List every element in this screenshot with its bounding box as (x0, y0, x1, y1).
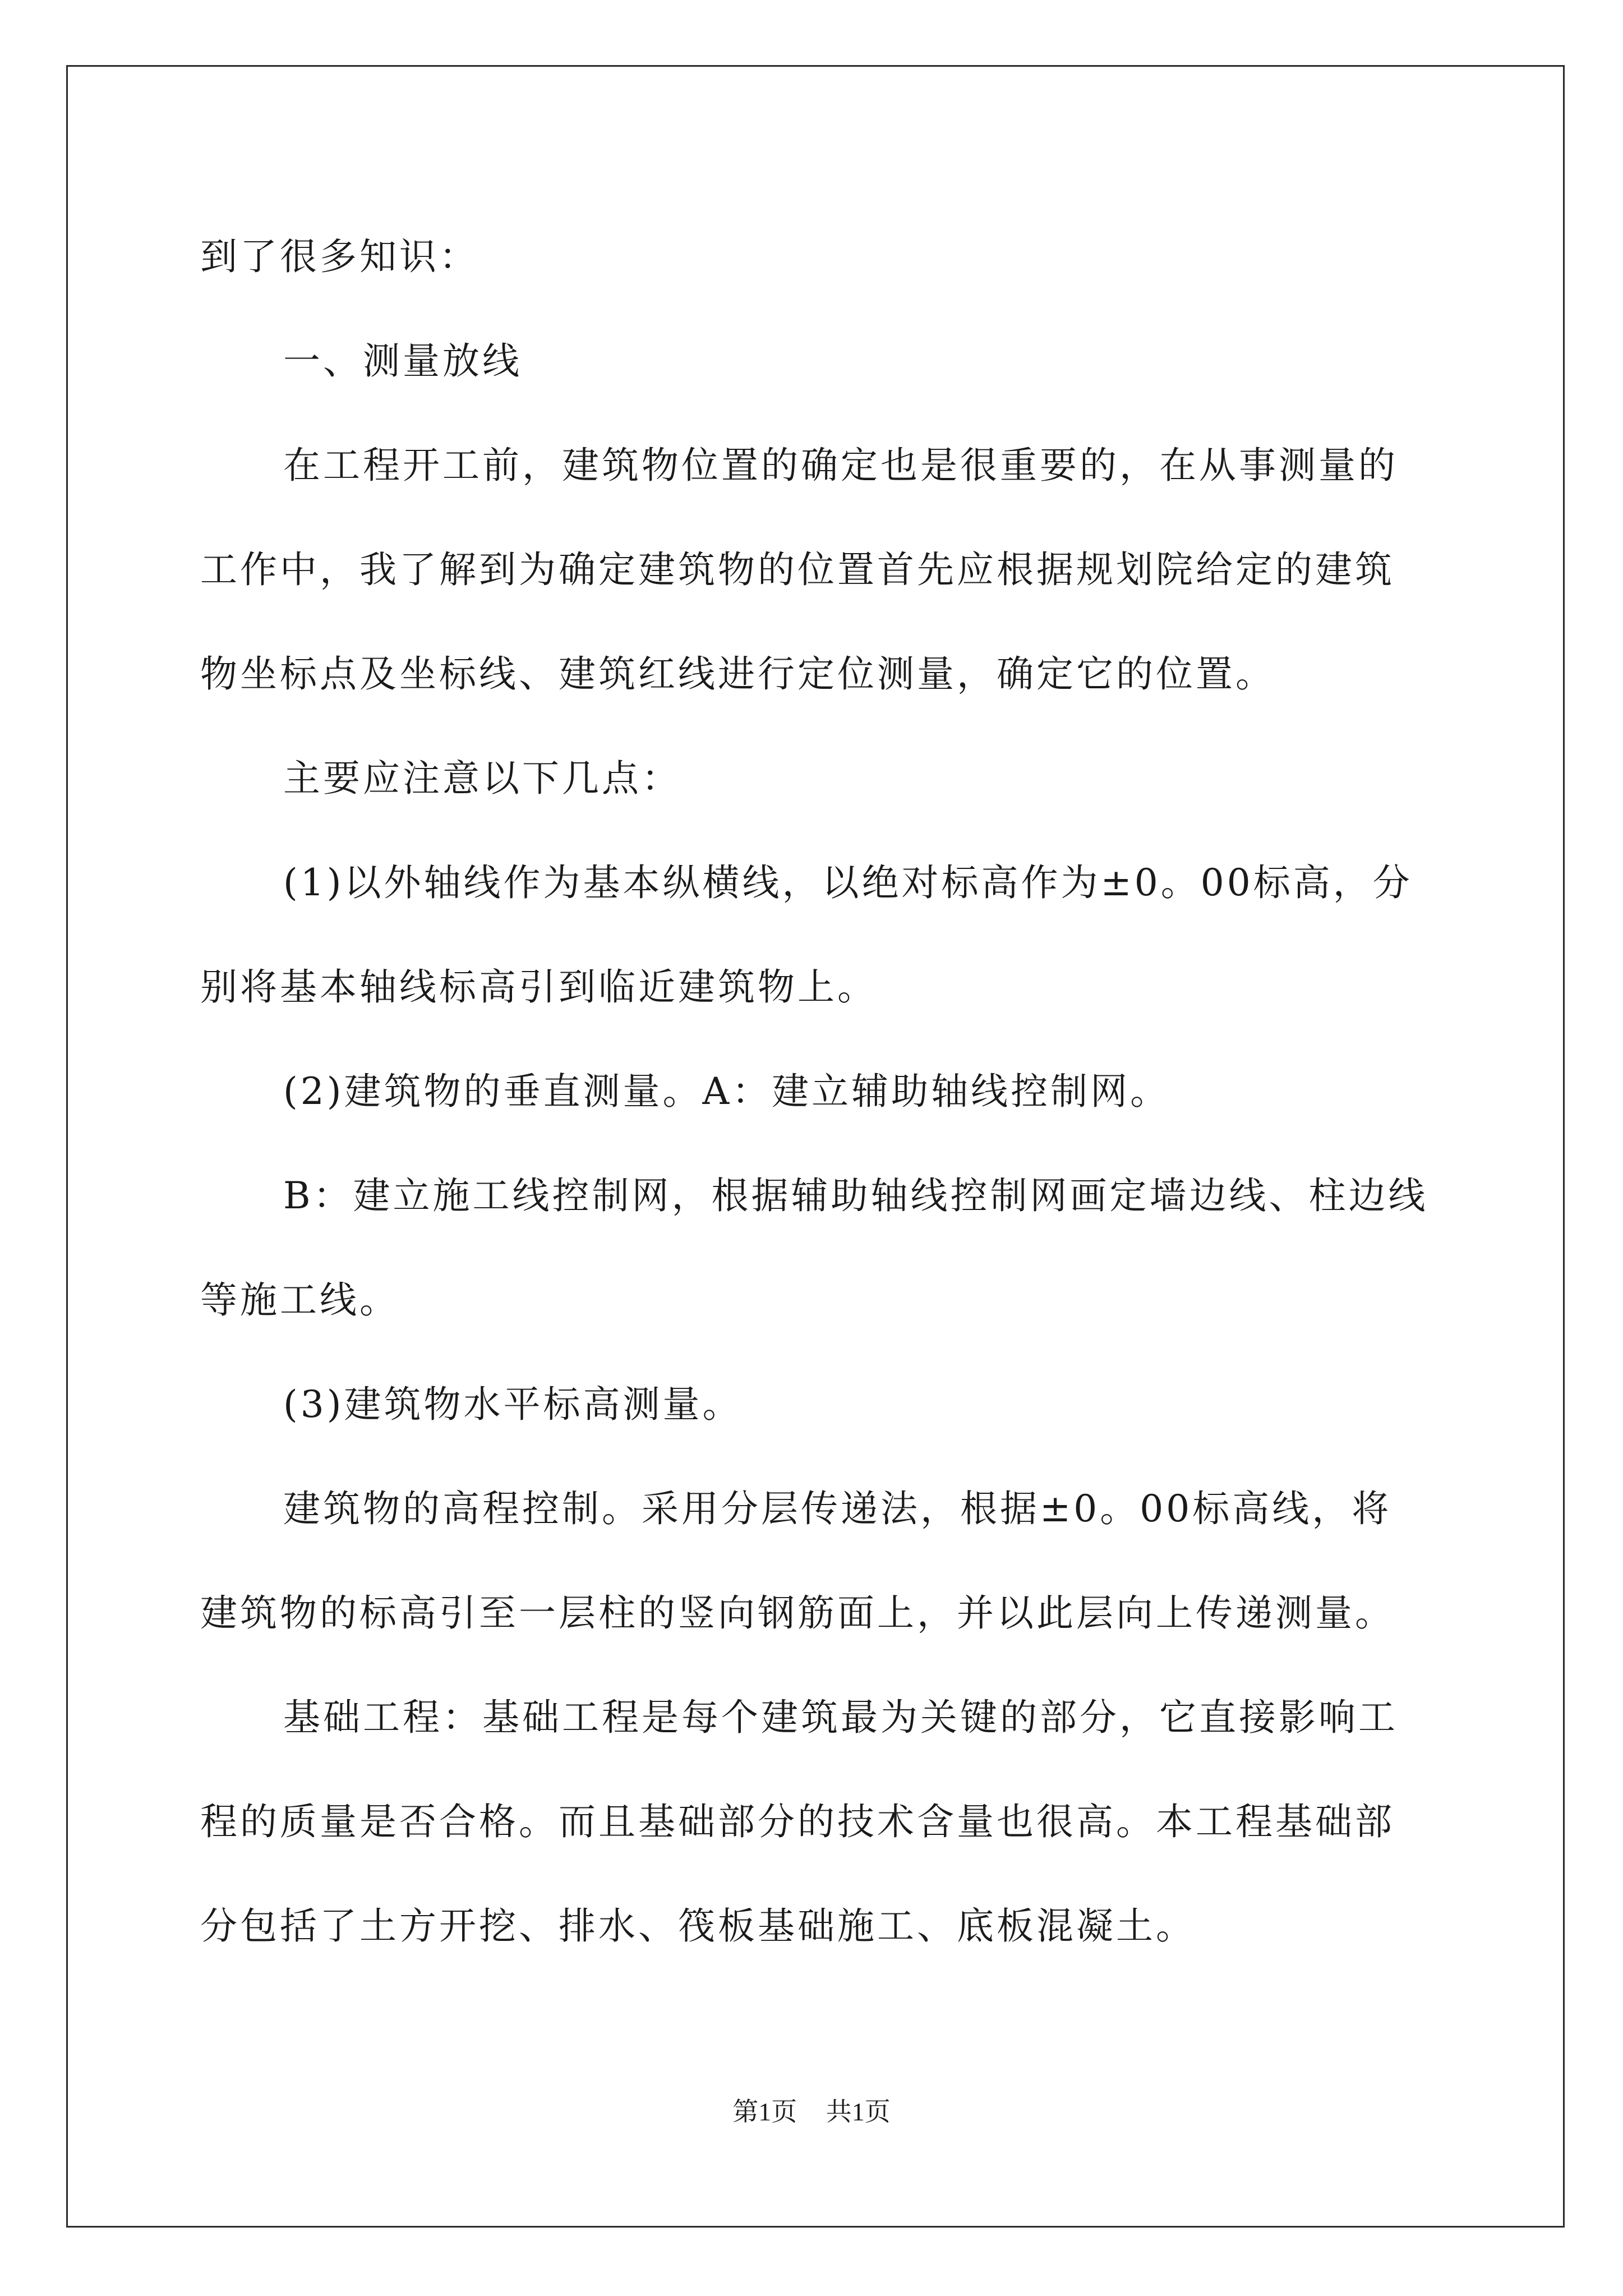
page-number: 第1页 (732, 2097, 797, 2126)
section-heading: 一、测量放线 (283, 339, 522, 383)
paragraph: 在工程开工前，建筑物位置的确定也是很重要的，在从事测量的工作中，我了解到为确定建筑物的位置首先应根据规划院给定的建筑物坐标点及坐标线、建筑红线进行定位测量，确定它的位置。 (200, 444, 1398, 696)
list-item: (3)建筑物水平标高测量。 (283, 1383, 743, 1426)
paragraph: 到了很多知识： (200, 235, 479, 278)
paragraph: 基础工程：基础工程是每个建筑最为关键的部分，它直接影响工程的质量是否合格。而且基础部分的技术含量也很高。本工程基础部分包括了土方开挖、排水、筏板基础施工、底板混凝土。 (200, 1696, 1398, 1948)
list-item: (2)建筑物的垂直测量。A：建立辅助轴线控制网。 (283, 1070, 1170, 1113)
page-footer (0, 2095, 1623, 2129)
document-body (200, 205, 1428, 1978)
paragraph: 主要应注意以下几点： (283, 757, 681, 800)
list-item: B：建立施工线控制网，根据辅助轴线控制网画定墙边线、柱边线等施工线。 (200, 1174, 1428, 1322)
paragraph: 建筑物的高程控制。采用分层传递法，根据±0。00标高线，将建筑物的标高引至一层柱的竖向钢筋面上，并以此层向上传递测量。 (200, 1487, 1395, 1635)
total-pages: 共1页 (826, 2097, 891, 2126)
list-item: (1)以外轴线作为基本纵横线，以绝对标高作为±0。00标高，分别将基本轴线标高引到临近建筑物上。 (200, 861, 1413, 1009)
